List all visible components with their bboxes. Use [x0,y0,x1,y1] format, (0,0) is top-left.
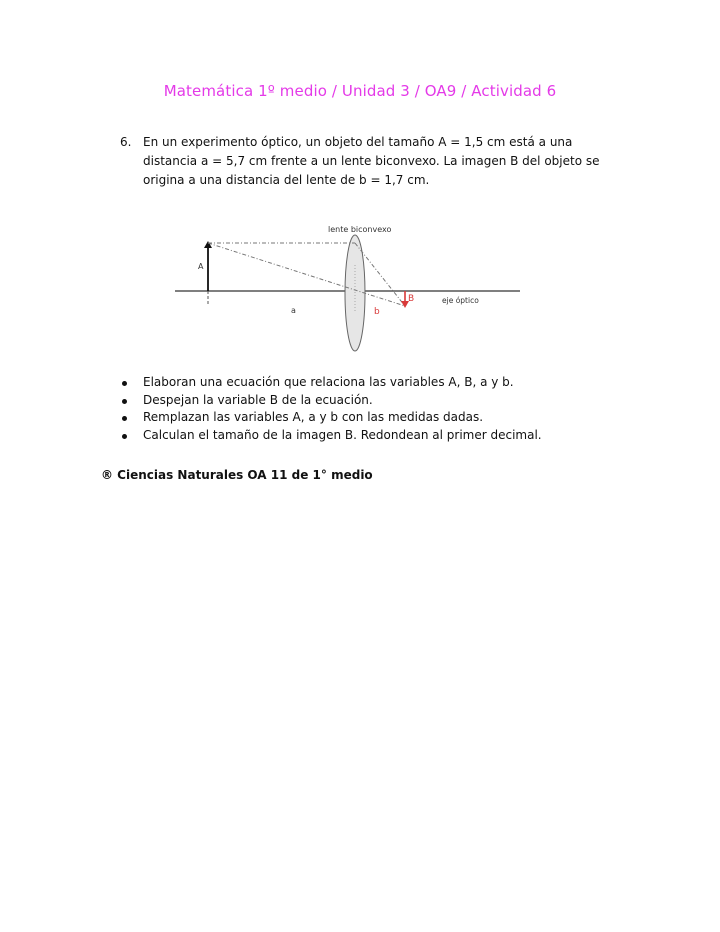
bullet-icon [122,416,127,421]
axis-label: eje óptico [442,296,479,305]
image-distance-label: b [374,307,380,317]
curriculum-reference: ® Ciencias Naturales OA 11 de 1° medio [101,468,373,482]
problem-text: En un experimento óptico, un objeto del tamaño A = 1,5 cm está a una distancia a = 5,7 cm frente a un lente biconvexo. La imagen B del objeto se origina a una distancia del lente de b = 1,7 cm. [143,135,600,187]
problem-statement [120,133,625,190]
object-distance-label: a [291,306,296,315]
task-list [120,374,640,444]
image-label: B [408,294,415,304]
list-item: Despejan la variable B de la ecuación. [120,392,640,410]
bullet-icon [122,381,127,386]
list-item: Remplazan las variables A, a y b con las medidas dadas. [120,409,640,427]
lens-diagram [170,220,525,355]
object-label: A [198,262,204,271]
page-title: Matemática 1º medio / Unidad 3 / OA9 / Actividad 6 [163,82,557,100]
list-item: Calculan el tamaño de la imagen B. Redondean al primer decimal. [120,427,640,445]
object-arrow-head [204,241,212,248]
problem-number: 6. [120,135,132,149]
central-ray [208,243,405,306]
bullet-icon [122,434,127,439]
lens-label: lente biconvexo [328,225,392,234]
bullet-icon [122,399,127,404]
list-item: Elaboran una ecuación que relaciona las variables A, B, a y b. [120,374,640,392]
